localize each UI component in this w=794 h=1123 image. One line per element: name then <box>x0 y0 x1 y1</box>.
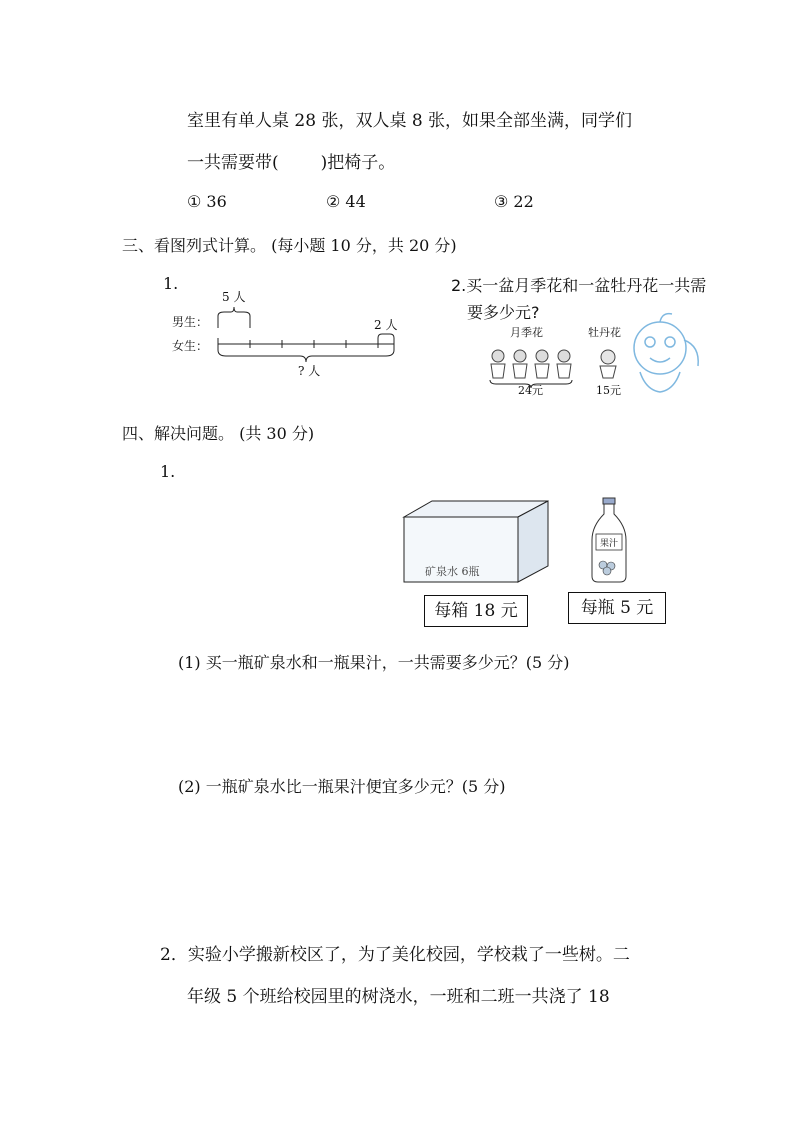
question-count-label: ? 人 <box>298 364 321 378</box>
q3-1-number: 1. <box>163 274 179 293</box>
peony-price: 15元 <box>596 384 621 397</box>
q3-2-text-line1: 2.买一盆月季花和一盆牡丹花一共需 <box>451 276 707 295</box>
girls-label: 女生： <box>172 339 209 353</box>
box-price-tag: 每箱 18 元 <box>424 595 528 627</box>
blank-prefix: 一共需要带( <box>187 153 279 173</box>
q4-2-line2: 年级 5 个班给校园里的树浇水，一班和二班一共浇了 18 <box>187 987 610 1007</box>
option-3: ③ 22 <box>494 192 534 211</box>
rose-label: 月季花 <box>510 326 543 339</box>
problem-text-line1: 室里有单人桌 28 张，双人桌 8 张，如果全部坐满，同学们 <box>187 111 633 131</box>
bottle-price-tag: 每瓶 5 元 <box>568 592 666 624</box>
peony-label: 牡丹花 <box>588 326 621 339</box>
q4-1-sub1: (1) 买一瓶矿泉水和一瓶果汁，一共需要多少元？(5 分) <box>178 653 570 672</box>
blank-suffix: )把椅子。 <box>320 153 396 173</box>
q4-1-number: 1. <box>160 462 176 481</box>
q4-2-line1: 2．实验小学搬新校区了，为了美化校园，学校栽了一些树。二 <box>160 945 630 965</box>
option-1: ① 36 <box>187 192 227 211</box>
section3-heading: 三、看图列式计算。 (每小题 10 分，共 20 分) <box>122 236 457 255</box>
boys-count-label: 5 人 <box>222 290 246 304</box>
rose-price: 24元 <box>518 384 543 397</box>
boys-label: 男生： <box>172 315 209 329</box>
box-label: 矿泉水 6瓶 <box>425 565 480 578</box>
q3-2-text-line2: 要多少元? <box>467 303 540 322</box>
section4-heading: 四、解决问题。 (共 30 分) <box>122 424 315 443</box>
bottle-label: 果汁 <box>600 539 619 549</box>
option-2: ② 44 <box>326 192 366 211</box>
extra-count-label: 2 人 <box>374 318 398 332</box>
q4-1-sub2: (2) 一瓶矿泉水比一瓶果汁便宜多少元？(5 分) <box>178 777 506 796</box>
